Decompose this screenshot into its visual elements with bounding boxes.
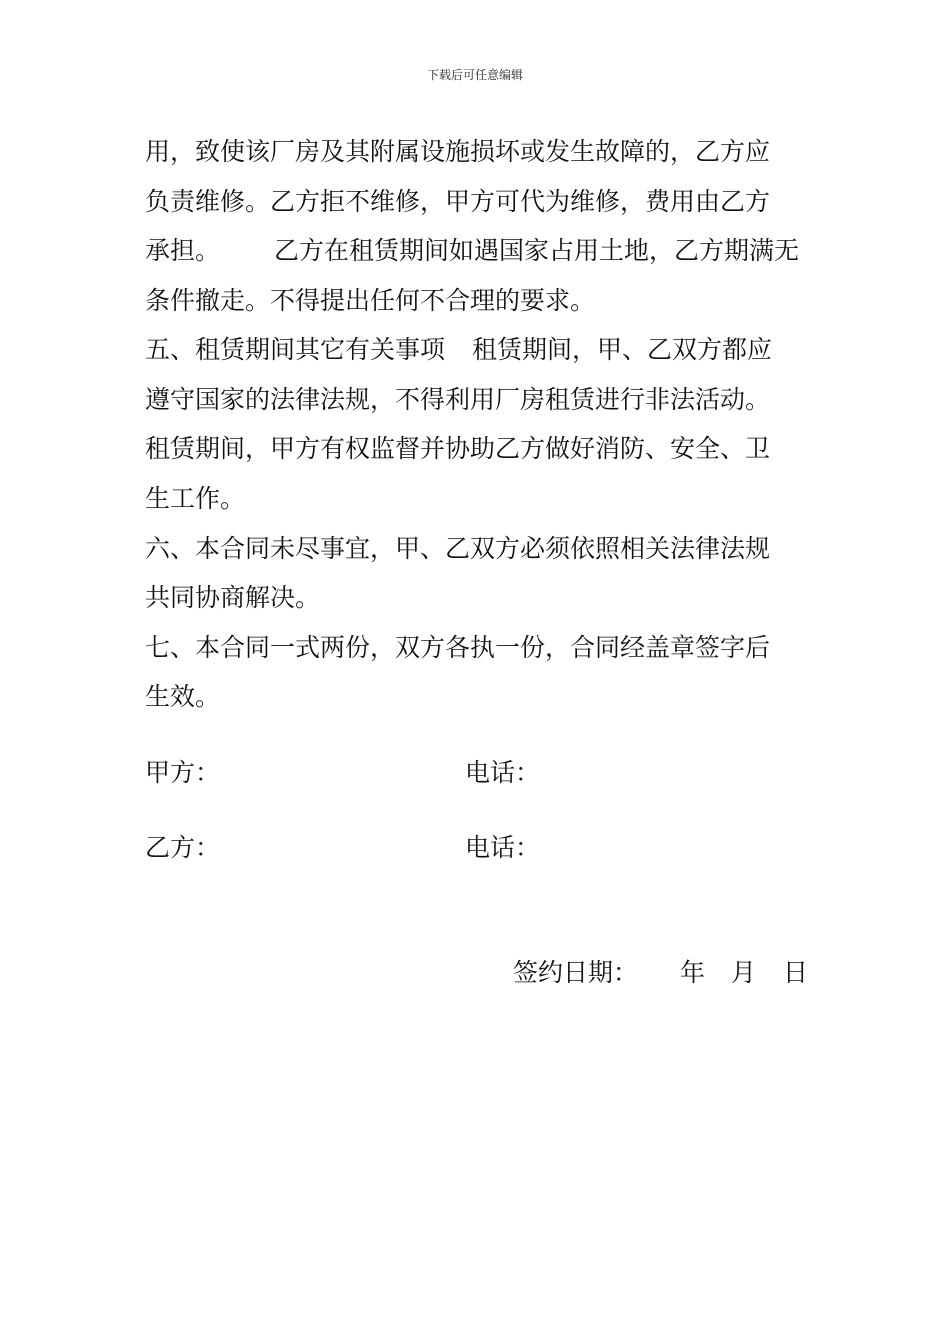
year-label: 年 bbox=[680, 958, 706, 987]
section-five-heading: 五、租赁期间其它有关事项 bbox=[145, 335, 446, 364]
contract-line-6: 遵守国家的法律法规，不得利用厂房租赁进行非法活动。 bbox=[145, 385, 771, 414]
sign-date-label: 签约日期： bbox=[513, 958, 639, 987]
contract-line-3-part-1: 承担。 bbox=[145, 236, 221, 265]
party-b-label: 乙方： bbox=[145, 833, 221, 862]
party-a-label: 甲方： bbox=[145, 758, 221, 787]
contract-line-5 bbox=[145, 332, 810, 368]
party-b-phone-label: 电话： bbox=[465, 833, 541, 862]
month-label: 月 bbox=[731, 958, 757, 987]
contract-line-12: 生效。 bbox=[145, 682, 221, 711]
contract-line-2: 负责维修。乙方拒不维修，甲方可代为维修，费用由乙方 bbox=[145, 187, 771, 216]
contract-line-4: 条件撤走。不得提出任何不合理的要求。 bbox=[145, 286, 596, 315]
header-note: 下载后可任意编辑 bbox=[426, 68, 523, 82]
contract-line-5-part-2: 租赁期间，甲、乙双方都应 bbox=[472, 335, 773, 364]
day-label: 日 bbox=[783, 958, 809, 987]
contract-line-3 bbox=[145, 233, 810, 269]
contract-line-10: 共同协商解决。 bbox=[145, 583, 321, 612]
contract-line-11: 七、本合同一式两份，双方各执一份，合同经盖章签字后 bbox=[145, 633, 771, 662]
contract-line-9: 六、本合同未尽事宜，甲、乙双方必须依照相关法律法规 bbox=[145, 534, 771, 563]
contract-line-1: 用，致使该厂房及其附属设施损坏或发生故障的，乙方应 bbox=[145, 137, 771, 166]
contract-line-8: 生工作。 bbox=[145, 484, 246, 513]
contract-line-7: 租赁期间，甲方有权监督并协助乙方做好消防、安全、卫 bbox=[145, 434, 771, 463]
contract-line-3-part-2: 乙方在租赁期间如遇国家占用土地，乙方期满无 bbox=[274, 236, 800, 265]
party-a-phone-label: 电话： bbox=[465, 758, 541, 787]
